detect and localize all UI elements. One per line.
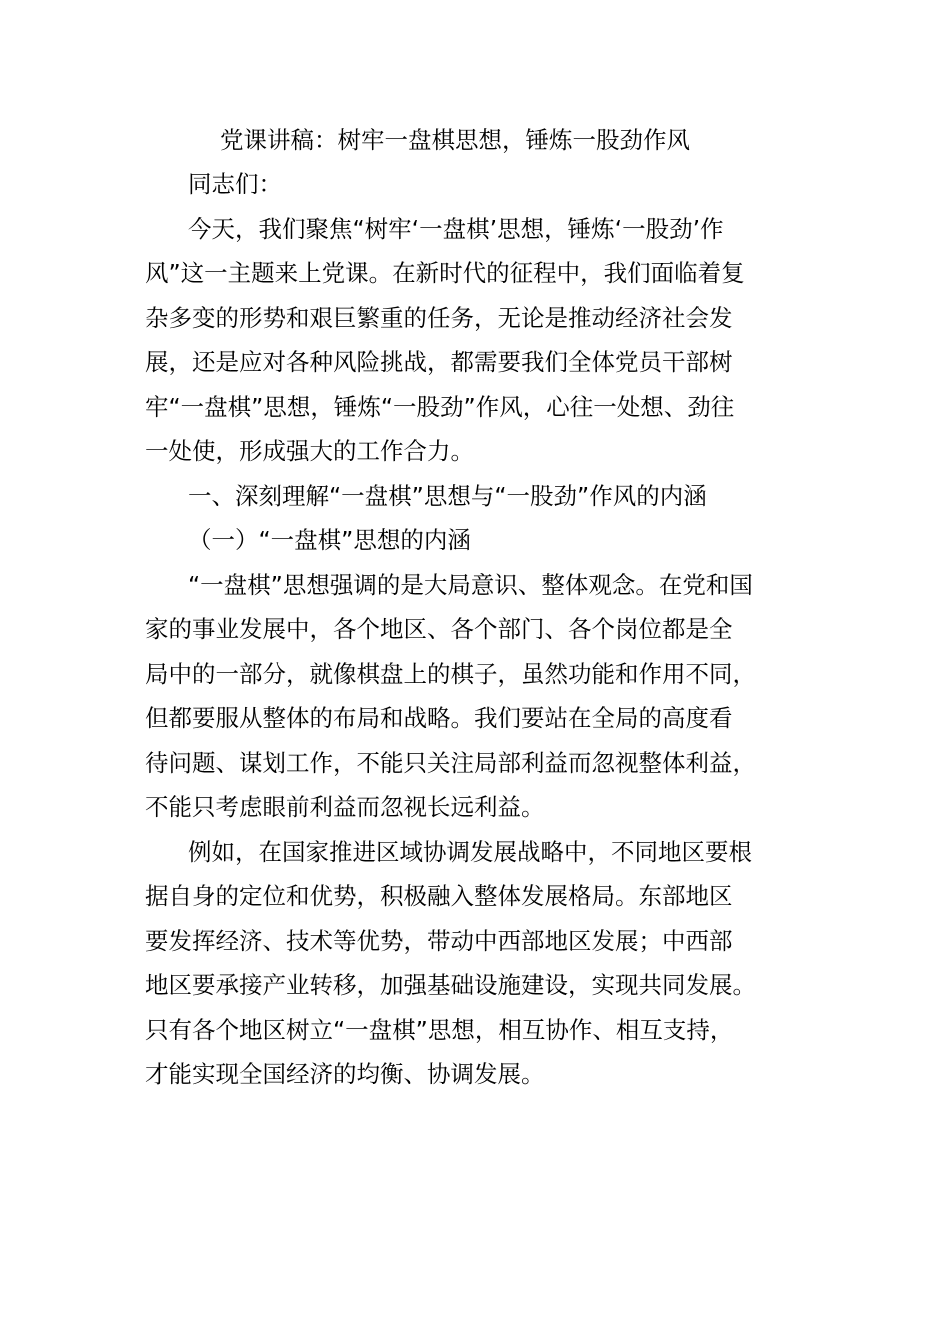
paragraph-line: 不能只考虑眼前利益而忽视长远利益。 [145,793,545,821]
paragraph-intro-line: 风”这一主题来上党课。在新时代的征程中，我们面临着复 [145,259,745,287]
paragraph-example-line: 只有各个地区树立“一盘棋”思想，相互协作、相互支持， [145,1016,734,1044]
paragraph-line: 但都要服从整体的布局和战略。我们要站在全局的高度看 [145,704,733,732]
paragraph-example-line: 例如，在国家推进区域协调发展战略中，不同地区要根 [188,838,752,866]
paragraph-line: 局中的一部分，就像棋盘上的棋子，虽然功能和作用不同， [145,660,756,688]
paragraph-example-line: 地区要承接产业转移，加强基础设施建设，实现共同发展。 [145,971,756,999]
paragraph-line: 家的事业发展中，各个地区、各个部门、各个岗位都是全 [145,615,733,643]
subsection-heading: （一）“一盘棋”思想的内涵 [188,526,471,554]
paragraph-intro-line: 牢“一盘棋”思想，锤炼“一股劲”作风，心往一处想、劲往 [145,393,735,421]
paragraph-example-line: 据自身的定位和优势，积极融入整体发展格局。东部地区 [145,882,733,910]
section-heading: 一、深刻理解“一盘棋”思想与“一股劲”作风的内涵 [188,482,707,510]
greeting: 同志们： [188,170,282,198]
paragraph-intro-line: 杂多变的形势和艰巨繁重的任务，无论是推动经济社会发 [145,304,733,332]
paragraph-line: 待问题、谋划工作，不能只关注局部利益而忽视整体利益， [145,749,756,777]
paragraph-intro-line: 一处使，形成强大的工作合力。 [145,437,474,465]
paragraph-line: “一盘棋”思想强调的是大局意识、整体观念。在党和国 [188,571,753,599]
paragraph-intro-line: 展，还是应对各种风险挑战，都需要我们全体党员干部树 [145,348,733,376]
paragraph-intro-line: 今天，我们聚焦“树牢‘一盘棋’思想，锤炼‘一股劲’作 [188,215,724,243]
document-title: 党课讲稿：树牢一盘棋思想，锤炼一股劲作风 [220,126,690,154]
paragraph-example-line: 要发挥经济、技术等优势，带动中西部地区发展；中西部 [145,927,733,955]
paragraph-example-line: 才能实现全国经济的均衡、协调发展。 [145,1060,545,1088]
